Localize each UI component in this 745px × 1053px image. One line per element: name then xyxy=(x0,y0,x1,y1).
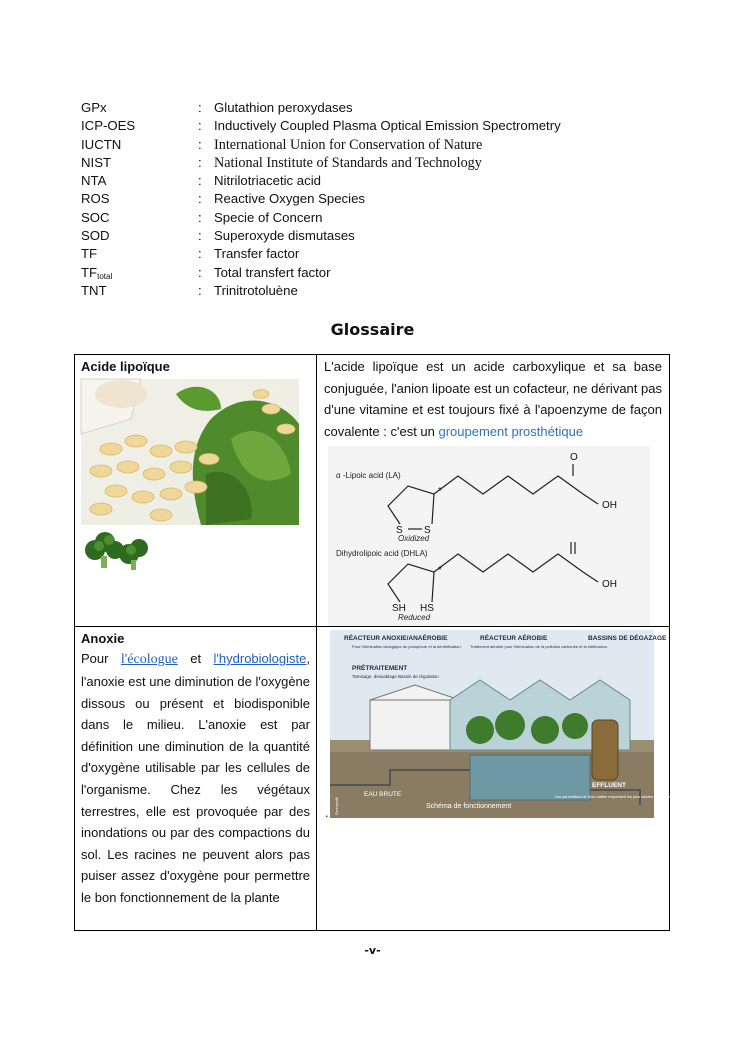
glossary-row-anoxia xyxy=(75,627,670,931)
abbr-def: International Union for Conservation of Nature xyxy=(214,136,483,153)
abbr-def: Inductively Coupled Plasma Optical Emission Spectrometry xyxy=(214,118,561,134)
sulfur-2: S xyxy=(424,525,431,537)
thiol-2: HS xyxy=(420,603,434,615)
abbr-sep: : xyxy=(198,209,202,225)
vitamin-pills-photo xyxy=(81,379,299,525)
glossary-title: Glossaire xyxy=(330,320,415,339)
hydroxyl-dhla: OH xyxy=(602,579,617,591)
lipoic-acid-structure xyxy=(328,446,650,626)
label-operation-schema: Schéma de fonctionnement xyxy=(426,803,512,811)
label-raw-water: EAU BRUTE xyxy=(364,791,402,799)
abbr-def: Specie of Concern xyxy=(214,209,323,225)
abbreviation-list xyxy=(81,99,681,300)
hydroxyl-la: OH xyxy=(602,500,617,512)
glossary-term: Anoxie xyxy=(81,631,125,647)
chiral-star-dhla: * xyxy=(438,565,442,577)
thiol-1: SH xyxy=(392,603,406,615)
abbr-row xyxy=(81,209,681,227)
abbr-def: Total transfert factor xyxy=(214,264,331,280)
definition-text: et xyxy=(177,651,214,667)
abbr-term-subscript: total xyxy=(97,271,113,281)
abbr-sep: : xyxy=(198,191,202,207)
glossary-definition-cell xyxy=(317,627,733,931)
oxidized-label: Oxidized xyxy=(398,534,430,544)
abbr-term: TNT xyxy=(81,282,107,298)
abbr-term: NTA xyxy=(81,173,107,189)
abbr-sep: : xyxy=(198,282,202,298)
abbr-row xyxy=(81,282,681,300)
abbr-sep: : xyxy=(198,264,202,280)
abbr-sep: : xyxy=(198,100,202,115)
glossary-row-lipoic-acid xyxy=(75,355,670,627)
abbr-term-main: TF xyxy=(81,264,98,280)
abbr-term: IUCTN xyxy=(81,136,122,152)
abbr-row xyxy=(81,227,681,245)
reduced-label: Reduced xyxy=(398,613,431,623)
abbr-term: SOC xyxy=(81,209,110,225)
abbr-sep: : xyxy=(198,173,202,189)
abbr-sep: : xyxy=(198,136,202,152)
page-number: -v- xyxy=(364,944,381,957)
abbr-def: Superoxyde dismutases xyxy=(214,228,355,244)
abbr-row xyxy=(81,264,681,282)
ecologist-link[interactable]: l'écologue xyxy=(120,652,178,668)
glossary-term-cell xyxy=(75,355,317,627)
abbr-row xyxy=(81,245,681,263)
diagram-credit: Greenprofit xyxy=(335,797,339,816)
broccoli-photo xyxy=(81,528,151,572)
abbr-sep: : xyxy=(198,228,202,244)
abbr-def: Trinitrotoluène xyxy=(214,282,298,298)
abbr-row xyxy=(81,99,681,117)
label-pretreatment: PRÉTRAITEMENT xyxy=(352,665,408,673)
abbr-term: SOD xyxy=(81,228,110,244)
glossary-term: Acide lipoïque xyxy=(81,359,170,374)
label-aerobic-detail: Traitement aérobie pour l'élimination de la pollution carbonée et la nitrification. xyxy=(470,644,609,650)
abbr-term: TF xyxy=(81,246,98,262)
abbr-row xyxy=(81,190,681,208)
glossary-term-cell xyxy=(75,627,317,931)
label-degassing-basins: BASSINS DE DÉGAZAGE xyxy=(588,635,667,643)
stray-dot: . xyxy=(325,805,329,821)
abbr-row xyxy=(81,136,681,154)
abbr-term: ROS xyxy=(81,191,110,207)
abbr-def: National Institute of Standards and Technology xyxy=(214,154,482,171)
wastewater-treatment-diagram xyxy=(330,630,733,818)
label-effluent: EFFLUENT xyxy=(592,782,626,790)
glossary-definition xyxy=(324,356,662,442)
dhla-label: Dihydrolipoic acid (DHLA) xyxy=(336,549,428,559)
definition-text: L'acide lipoïque est un acide carboxylique et sa base conjuguée, l'anion lipoate est un cofacteur, ne dérivant pas d'une vitamine et est toujours fixé à l'apoenzyme de façon covalente : c'est un xyxy=(324,359,662,439)
abbr-term: NIST xyxy=(81,154,112,170)
glossary-definition xyxy=(81,648,310,908)
abbr-sep: : xyxy=(198,118,202,134)
abbr-sep: : xyxy=(198,154,202,170)
abbr-def: Reactive Oxygen Species xyxy=(214,191,365,207)
glossary-definition-cell xyxy=(317,355,670,627)
label-aerobic-reactor: RÉACTEUR AÉROBIE xyxy=(480,635,548,643)
abbr-row xyxy=(81,172,681,190)
carbonyl-o-la: O xyxy=(570,452,578,464)
chiral-star-la: * xyxy=(438,486,442,498)
abbr-term: GPx xyxy=(81,100,107,115)
glossary-table xyxy=(74,354,733,931)
definition-text: Pour xyxy=(81,651,121,667)
abbr-row xyxy=(81,154,681,172)
abbr-row xyxy=(81,117,681,135)
abbr-def: Glutathion peroxydases xyxy=(214,100,353,115)
sulfur-1: S xyxy=(396,525,403,537)
hydrobiologist-link[interactable]: l'hydrobiologiste xyxy=(213,651,307,667)
abbr-def: Nitrilotriacetic acid xyxy=(214,173,321,189)
abbr-def: Transfer factor xyxy=(214,246,300,262)
definition-text: , l'anoxie est une diminution de l'oxygène dissous ou présent et biodisponible dans le milieu. L'anoxie est par définition une diminution de la quantité d'oxygène utilisable par les cellules de l'organisme. Chez les végétaux terrestres, elle est provoquée par des inondations ou par des compactions du sol. Les racines ne peuvent alors pas puiser assez d'oxygène pour permettre le bon fonctionnement de la plante xyxy=(81,651,311,905)
label-anoxic-reactor: RÉACTEUR ANOXIE/ANAÉROBIE xyxy=(344,635,448,643)
la-label: α -Lipoic acid (LA) xyxy=(336,471,401,481)
abbr-sep: : xyxy=(198,246,202,262)
abbr-term: ICP-OES xyxy=(81,118,136,134)
label-effluent-detail: Les paramètres de l'eau traitée respectent les plus strictes limites de la réglementation environnementale. xyxy=(555,795,733,800)
label-anoxic-detail: Pour l'élimination biologique du phosphore et la dénitrification. xyxy=(352,644,462,650)
label-pretreatment-detail: Tamisage, dessablage Bassin de régulation xyxy=(352,674,439,680)
prosthetic-group-link[interactable]: groupement prosthétique xyxy=(438,423,584,439)
